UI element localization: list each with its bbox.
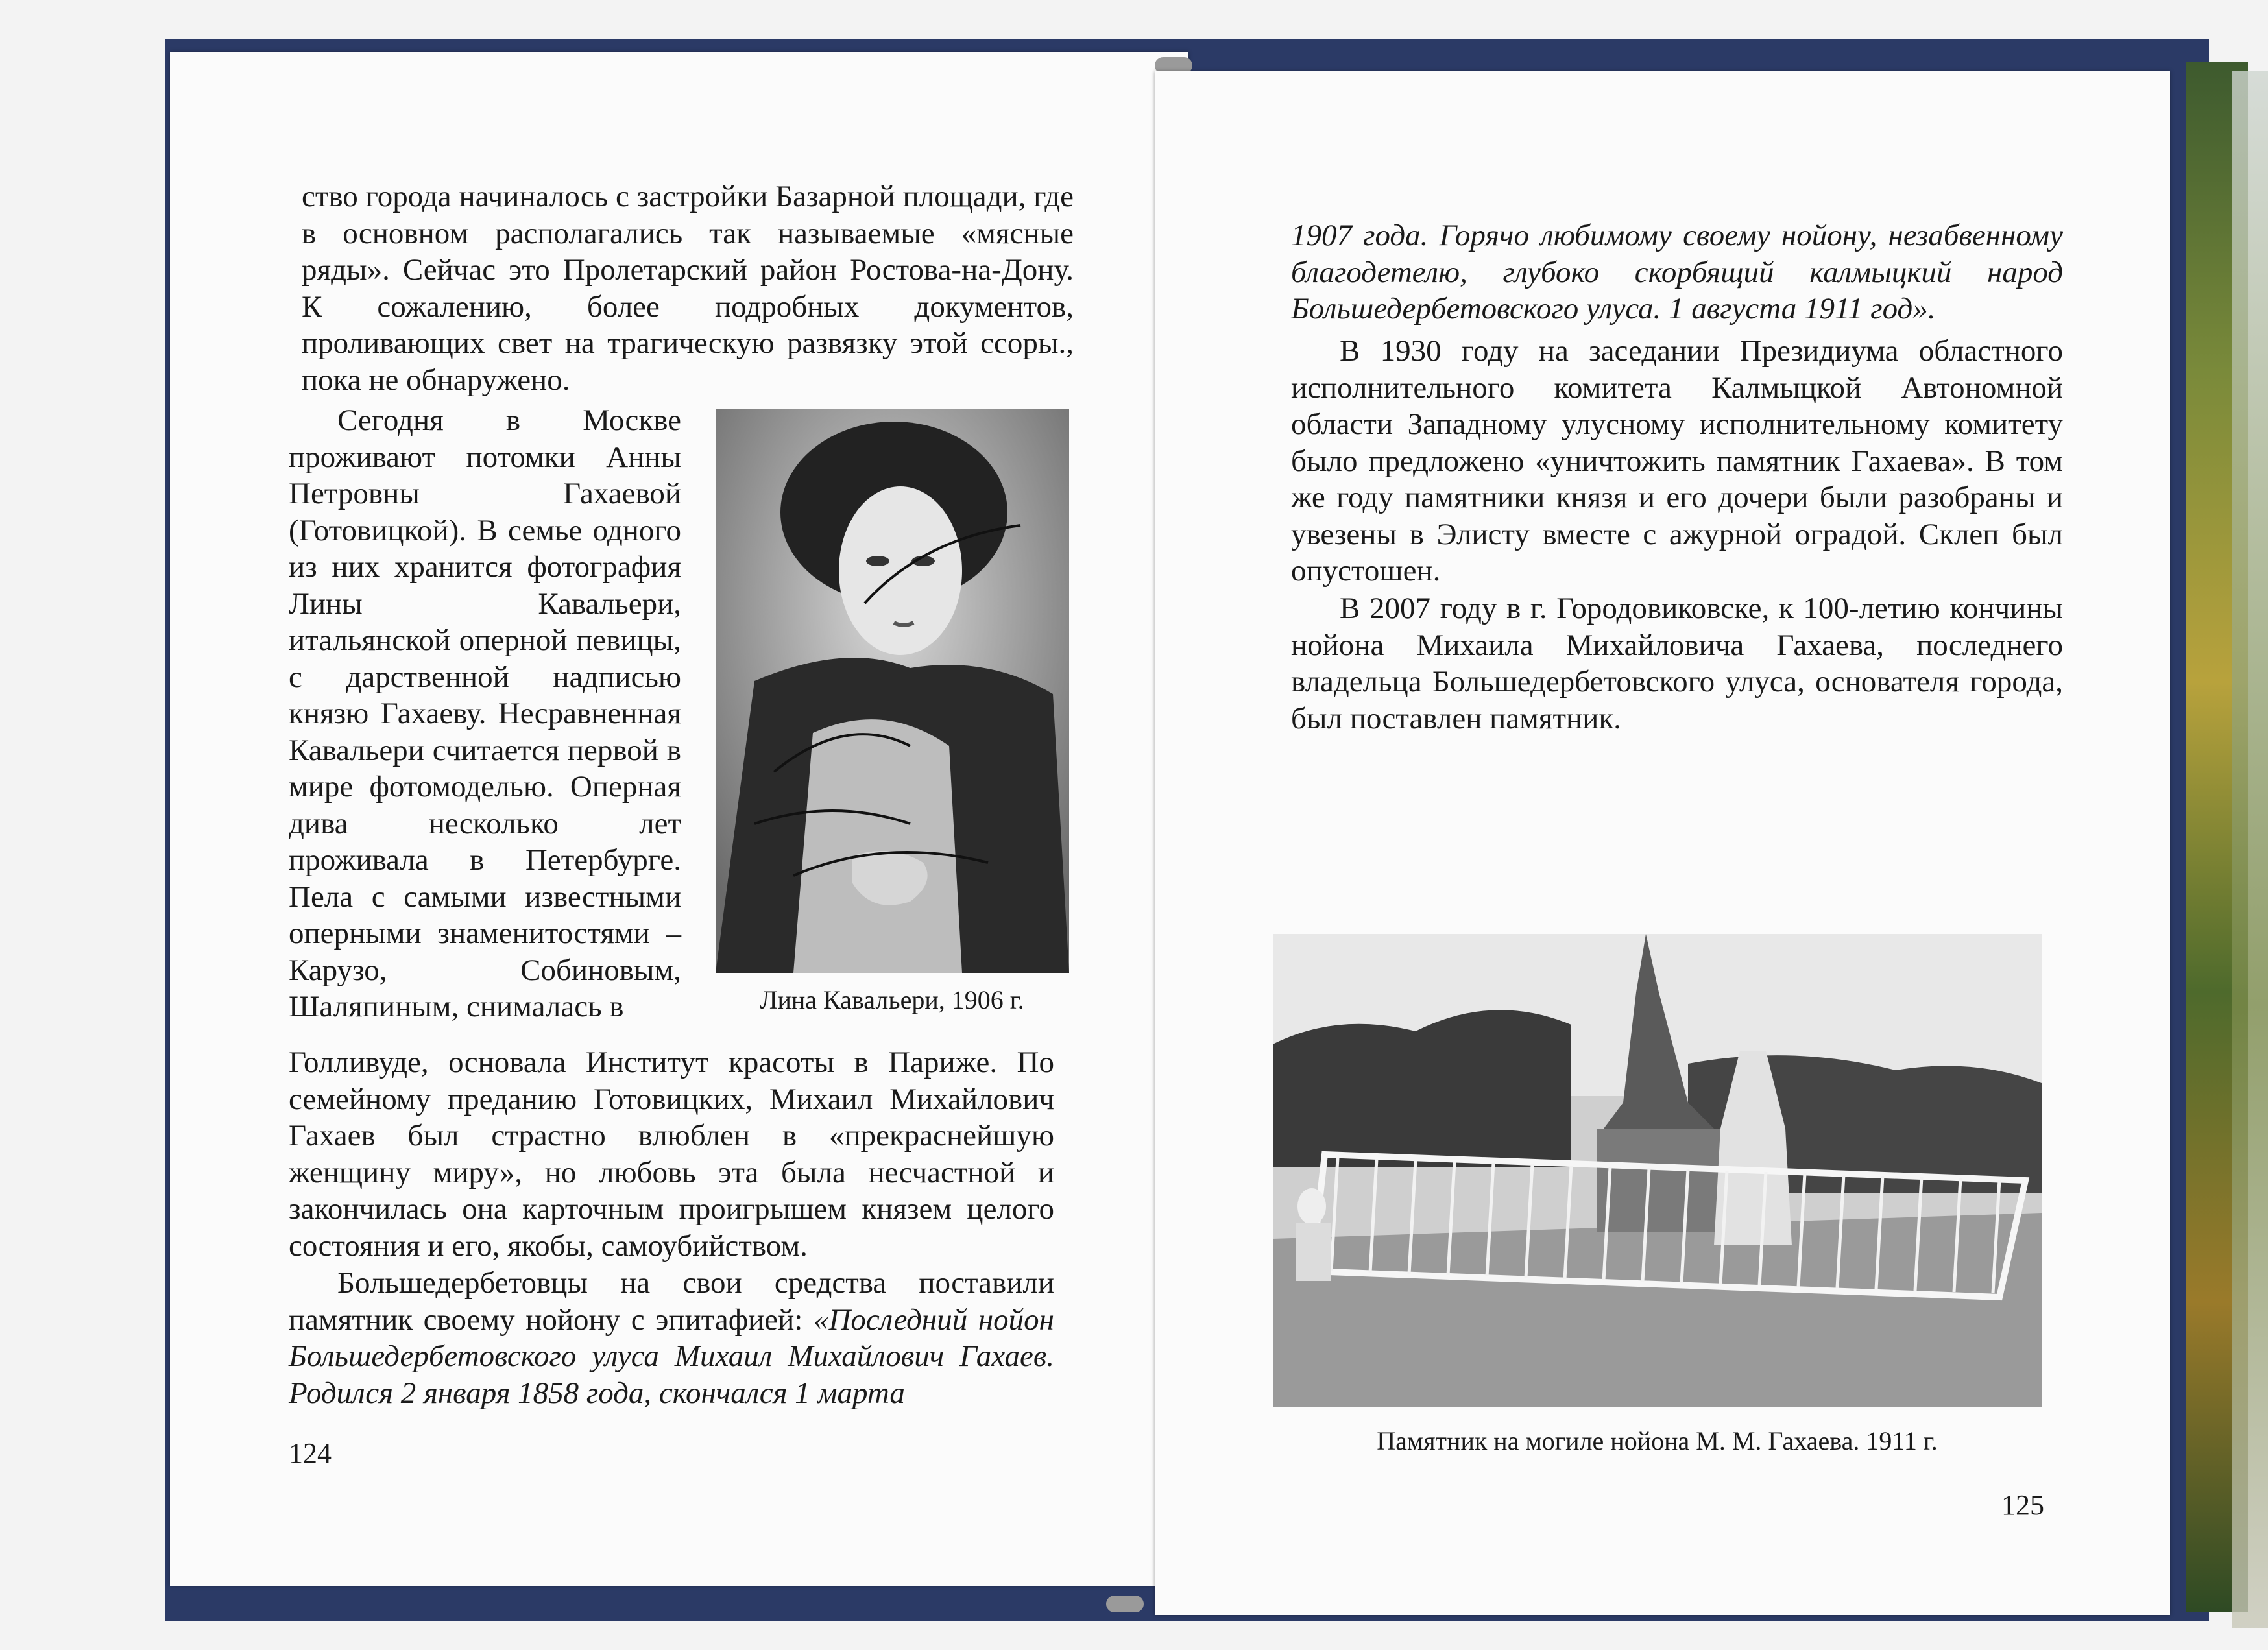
right-paragraph-1: 1907 года. Горячо любимому своему нойону, незабвенному благодетелю, глубоко скорбящий калмыцкий народ Большедербетовского улуса. 1 августа 1911 год».: [1291, 219, 2063, 326]
monument-image: [1273, 934, 2042, 1407]
epitaph-text: «Последний нойон Большедербетовского улуса Михаил Михайлович Гахаев. Родился 2 января 1858 года, скончался 1 марта: [289, 1302, 1054, 1410]
lina-cavalieri-photo: [716, 409, 1069, 973]
right-paragraph-3: В 2007 году в г. Городовиковске, к 100-летию кончины нойона Михаила Михайловича Гахаева, последнего владельца Большедербетовского улуса, основателя города, был поставлен памятник.: [1291, 592, 2063, 735]
left-paragraph-1: ство города начиналось с застройки Базарной площади, где в основном располагались так называемые «мясные ряды». Сейчас это Пролетарский район Ростова-на-Дону. К сожалению, более подробных документов, проливающих свет на трагическую развязку этой ссоры., пока не обнаружено.: [302, 180, 1074, 397]
left-paragraph-3: Голливуде, основала Институт красоты в Париже. По семейному преданию Готовицких, Михаил Михайлович Гахаев был страстно влюблен в «прекраснейшую женщину миру», но любовь эта была несчастной и закончилась она карточным проигрышем князем целого состояния и его, якобы, самоубийством.: [289, 1046, 1054, 1263]
left-paragraph-4: [289, 1265, 1054, 1411]
page-number-right: 125: [2001, 1489, 2044, 1521]
portrait-image: [716, 409, 1069, 973]
monument-photo: [1273, 934, 2042, 1407]
page-number-left: 124: [289, 1437, 332, 1469]
binding-ring-bottom: [1106, 1596, 1144, 1612]
scanner-background: [2232, 71, 2268, 1628]
monument-caption: Памятник на могиле нойона М. М. Гахаева. 1911 г.: [1377, 1426, 1938, 1455]
epitaph-intro: Большедербетовцы на свои средства поставили памятник своему нойону с эпитафией:: [289, 1266, 1054, 1337]
left-paragraph-2: Сегодня в Москве проживают потомки Анны Петровны Гахаевой (Готовицкой). В семье одного из них хранится фотография Лины Кавальери, итальянской оперной певицы, с дарственной надписью князю Гахаеву. Несравненная Кавальери считается первой в мире фотомоделью. Оперная дива несколько лет проживала в Петербурге. Пела с самыми известными оперными знаменитостями – Карузо, Собиновым, Шаляпиным, снималась в: [289, 403, 681, 1023]
portrait-caption: Лина Кавальери, 1906 г.: [760, 985, 1024, 1014]
right-paragraph-2: В 1930 году на заседании Президиума областного исполнительного комитета Калмыцкой Автономной области Западному улусному исполнительному комитету было предложено «уничтожить памятник Гахаева». В том же году памятники князя и его дочери были разобраны и увезены в Элисту вместе с ажурной оградой. Склеп был опустошен.: [1291, 334, 2063, 588]
